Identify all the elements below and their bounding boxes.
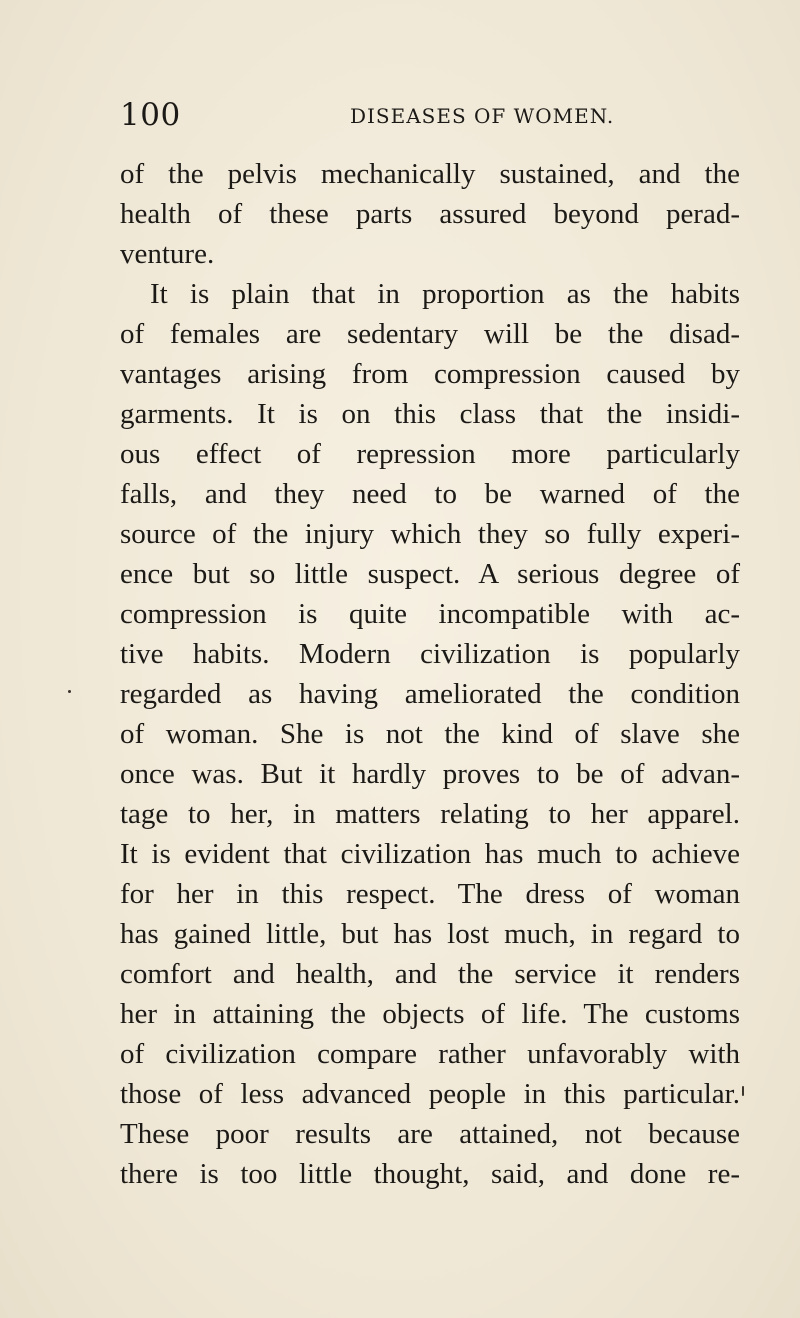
text-line: for her in this respect. The dress of woman (120, 878, 740, 910)
text-line: compression is quite incompatible with ac- (120, 598, 740, 630)
text-line: of females are sedentary will be the disad- (120, 318, 740, 350)
text-line: has gained little, but has lost much, in regard to (120, 918, 740, 950)
text-line: source of the injury which they so fully experi- (120, 518, 740, 550)
text-line: tage to her, in matters relating to her apparel. (120, 798, 740, 830)
page-number: 100 (120, 97, 181, 133)
text-line: tive habits. Modern civilization is popularly (120, 638, 740, 670)
ink-speck (742, 1086, 744, 1096)
text-line: It is plain that in proportion as the habits (150, 278, 740, 310)
text-line: of woman. She is not the kind of slave she (120, 718, 740, 750)
text-line: those of less advanced people in this particular. (120, 1078, 740, 1110)
body-text (120, 154, 740, 1194)
text-line: vantages arising from compression caused by (120, 358, 740, 390)
ink-speck (68, 690, 71, 693)
running-head (120, 95, 710, 135)
text-line: of civilization compare rather unfavorably with (120, 1038, 740, 1070)
text-line: ous effect of repression more particularly (120, 438, 740, 470)
text-line: falls, and they need to be warned of the (120, 478, 740, 510)
text-line: It is evident that civilization has much to achieve (120, 838, 740, 870)
text-line: venture. (120, 238, 215, 270)
text-line: there is too little thought, said, and done re- (120, 1158, 740, 1190)
text-line: her in attaining the objects of life. The customs (120, 998, 740, 1030)
text-line: once was. But it hardly proves to be of advan- (120, 758, 740, 790)
text-line: regarded as having ameliorated the condition (120, 678, 740, 710)
text-line: health of these parts assured beyond perad- (120, 198, 740, 230)
running-title: DISEASES OF WOMEN. (350, 104, 615, 128)
text-line: garments. It is on this class that the insidi- (120, 398, 740, 430)
text-line: ence but so little suspect. A serious degree of (120, 558, 740, 590)
text-line: of the pelvis mechanically sustained, and the (120, 158, 740, 190)
text-line: comfort and health, and the service it renders (120, 958, 740, 990)
text-line: These poor results are attained, not because (120, 1118, 740, 1150)
